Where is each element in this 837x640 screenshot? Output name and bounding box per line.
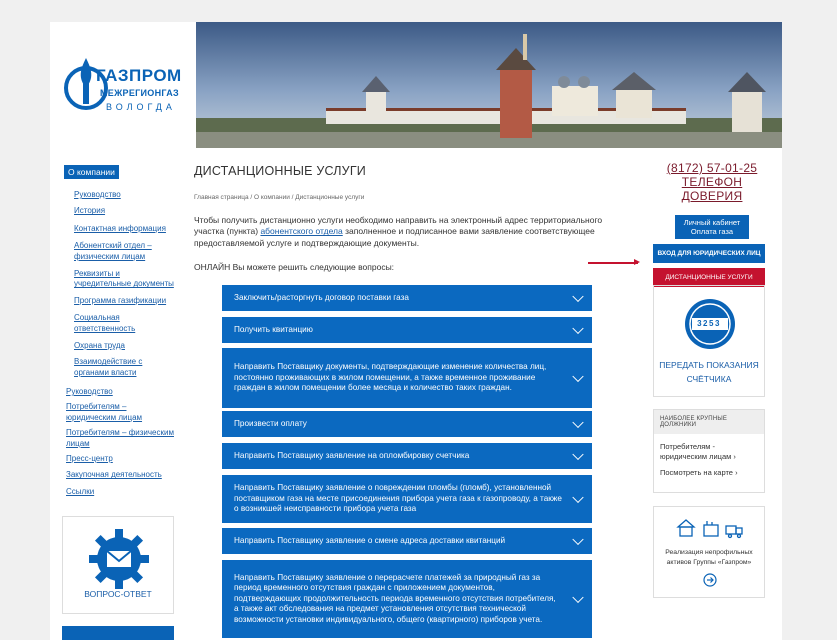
chevron-right-icon: › [733,451,736,461]
sidebar-sub-item[interactable]: Взаимодействие с органами власти [74,357,143,377]
sidebar-banner[interactable] [62,626,174,640]
debtors-card [653,409,765,493]
accordion-item-seal-damage[interactable]: Направить Поставщику заявление о повреждении пломбы (пломб), установленной поставщиком газа на месте присоединения прибора учета газа к газопроводу, а также о возникшей неисправности прибора учета газа [222,475,592,523]
right-column [653,162,771,287]
sidebar-sub-item[interactable]: Реквизиты и учредительные документы [74,268,174,289]
sidebar-sub-item[interactable]: Охрана труда [74,340,125,350]
hotline-label[interactable]: ТЕЛЕФОН ДОВЕРИЯ [681,174,743,203]
meter-label-1: ПЕРЕДАТЬ ПОКАЗАНИЯ [659,360,759,370]
sidebar-item-about[interactable]: О компании [64,165,119,179]
meter-code: 3253 [697,319,721,328]
intro-text: Чтобы получить дистанционно услуги необходимо направить на электронный адрес территориального участка (пункта) абонентского отдела заполненное и подписанное вами заявление соответствующее предоставляемой услуге и подтверждающие документы. [194,215,603,248]
debtors-title: НАИБОЛЕЕ КРУПНЫЕ ДОЛЖНИКИ [654,410,764,434]
sidebar-sub-item[interactable]: История [74,206,106,216]
sidebar-top-item[interactable]: Ссылки [66,486,95,496]
arrow-head-icon [634,259,640,265]
sidebar-sub-item[interactable]: Контактная информация [74,223,166,233]
chevron-down-icon [572,417,583,428]
assets-icons [654,515,766,545]
arrow-right-circle-icon [703,573,717,587]
sidebar-sub-item[interactable]: Абонентский отдел – физическим лицам [74,241,152,261]
logo[interactable] [50,22,196,148]
sidebar-sub-item[interactable]: Руководство [74,190,121,199]
mail-gear-icon [63,525,175,595]
personal-cabinet-button[interactable]: Личный кабинет Оплата газа [675,215,749,239]
hotline-phone[interactable]: (8172) 57-01-25 [666,161,758,175]
chevron-down-icon [572,371,583,382]
logo-brand: ГАЗПРОМ [96,66,182,85]
remote-services-button[interactable]: ДИСТАНЦИОННЫЕ УСЛУГИ [653,268,765,287]
chevron-right-icon: › [735,467,738,477]
sidebar-sub-item[interactable]: Программа газификации [74,295,167,305]
assets-label-2: активов Группы «Газпром» [666,559,752,566]
page-title: ДИСТАНЦИОННЫЕ УСЛУГИ [194,164,366,178]
breadcrumb: Главная страница / О компании / Дистанционные услуги [194,194,365,201]
sidebar-top-item[interactable]: Руководство [66,387,113,397]
accordion-item-payment[interactable]: Произвести оплату [222,411,592,437]
accordion-item-sealing[interactable]: Направить Поставщику заявление на опломбировку счетчика [222,443,592,469]
accordion-item-contract[interactable]: Заключить/расторгнуть договор поставки газа [222,285,592,311]
non-core-assets-card[interactable] [653,506,765,598]
faq-label: ВОПРОС-ОТВЕТ [84,589,152,599]
faq-box[interactable] [62,516,174,614]
chevron-down-icon [572,492,583,503]
sidebar-top-item[interactable]: Закупочная деятельность [66,470,162,480]
chevron-down-icon [572,449,583,460]
accordion-item-address[interactable]: Направить Поставщику заявление о смене адреса доставки квитанций [222,528,592,554]
arrow-pointer [588,262,638,264]
chevron-down-icon [572,291,583,302]
accordion-item-recalculation[interactable]: Направить Поставщику заявление о перерасчете платежей за природный газ за период временного отсутствия граждан с приложением документов, подтверждающих продолжительность периода временного отсутствия потребителя, а также акт обследования на предмет установления отсутствия технической возможности установки индивидуального, общего (квартирного) приборов учета. [222,560,592,638]
sidebar [50,162,196,497]
assets-label-1: Реализация непрофильных [665,549,753,556]
legal-entities-login-button[interactable]: ВХОД ДЛЯ ЮРИДИЧЕСКИХ ЛИЦ [653,244,765,263]
meter-reading-card[interactable] [653,285,765,397]
debtors-legal-link[interactable]: Потребителям - юридическим лицам › [660,442,736,461]
chevron-down-icon [572,534,583,545]
debtors-map-link[interactable]: Посмотреть на карте › [660,467,738,477]
meter-label-2: СЧЁТЧИКА [686,374,732,384]
banner-image [196,22,782,148]
breadcrumb-about[interactable]: О компании [253,194,290,201]
chevron-down-icon [572,592,583,603]
sidebar-top-item[interactable]: Потребителям – физическим лицам [66,428,174,448]
main-content [194,164,644,272]
breadcrumb-current: Дистанционные услуги [295,194,365,201]
accordion-item-receipt[interactable]: Получить квитанцию [222,317,592,343]
sidebar-top-item[interactable]: Пресс-центр [66,454,113,464]
breadcrumb-home[interactable]: Главная страница [194,194,249,201]
chevron-down-icon [572,323,583,334]
accordion-item-residents[interactable]: Направить Поставщику документы, подтверждающие изменение количества лиц, постоянно проживающих в жилом помещении, а также временное проживание граждан в жилом помещении более месяца и количество таких граждан. [222,348,592,408]
sidebar-top-item[interactable]: Потребителям – юридическим лицам [66,402,143,422]
logo-city: ВОЛОГДА [106,102,176,112]
subscriber-dept-link[interactable]: абонентского отдела [260,226,343,237]
sidebar-sub-item[interactable]: Социальная ответственность [74,313,136,333]
page [50,22,782,640]
logo-sub: МЕЖРЕГИОНГАЗ [100,88,179,98]
online-text: ОНЛАЙН Вы можете решить следующие вопросы: [194,262,395,273]
